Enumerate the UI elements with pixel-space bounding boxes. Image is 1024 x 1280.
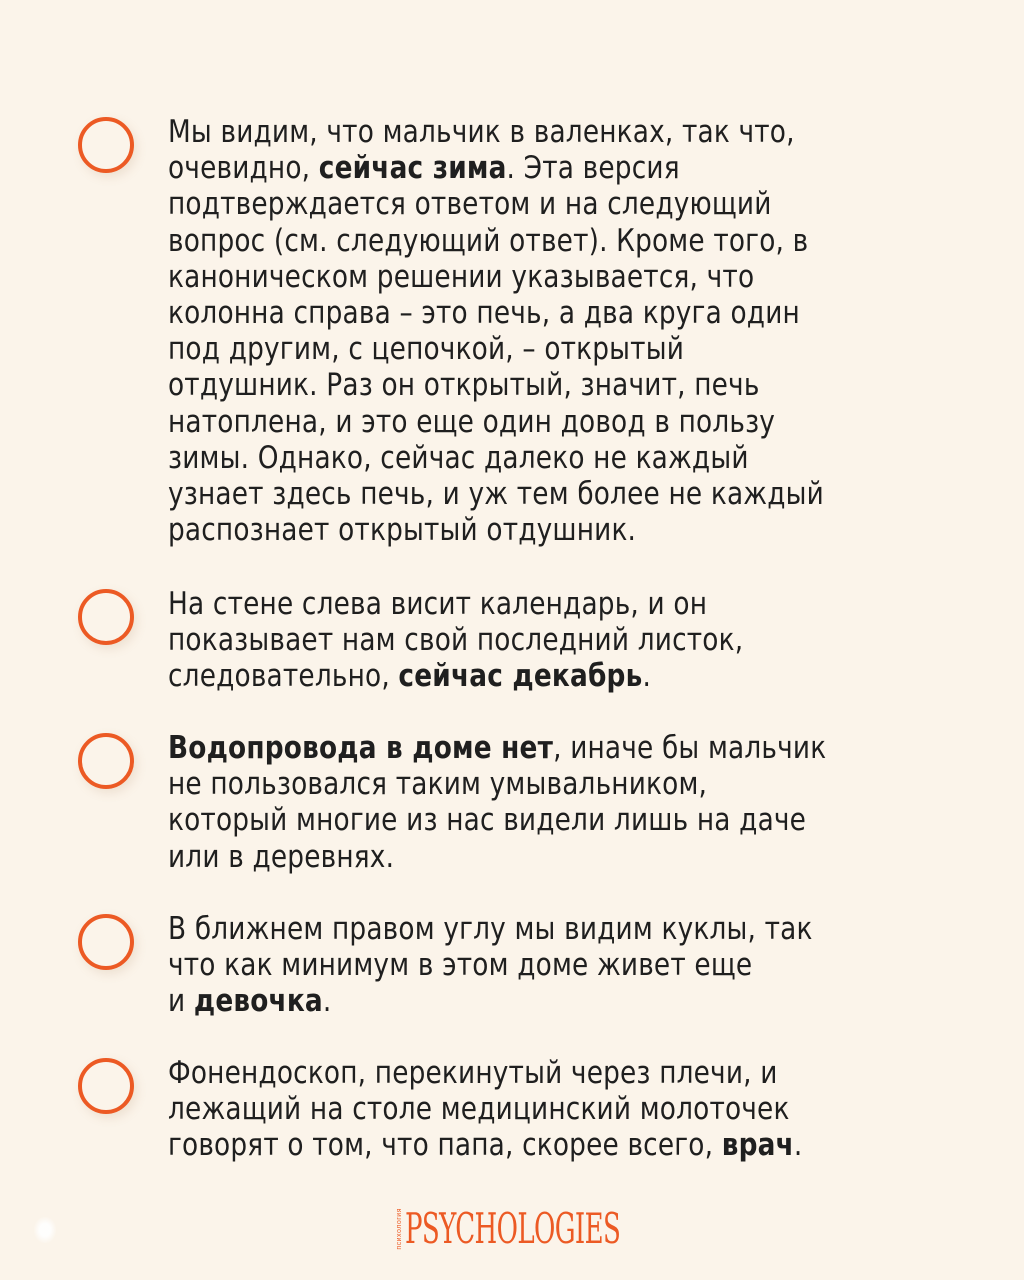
emphasis-text: врач [721,1127,794,1164]
body-text: . Эта версия подтверждается ответом и на следующий вопрос (см. следующий ответ). Кроме того, в каноническом решении указывается, что колонна справа – это печь, а два круга один под другим, с цепочкой, – открытый отдушник. Раз он открытый, значит, печь натоплена, и это еще один довод в пользу зимы. Однако, сейчас далеко не каждый узнает здесь печь, и уж тем более не каждый распознает открытый отдушник. [168,150,824,549]
circle-bullet-icon [78,1058,134,1114]
body-text: На стене слева висит календарь, и он показывает нам свой последний листок, следовательно, [168,586,744,695]
body-text: . [642,658,652,695]
body-text: В ближнем правом углу мы видим куклы, так что как минимум в этом доме живет еще и [168,911,813,1020]
circle-bullet-icon [78,914,134,970]
emphasis-text: сейчас декабрь [398,658,643,695]
body-text: Мы видим, что мальчик в валенках, так что, очевидно, [168,114,795,187]
answer-text [168,911,968,1020]
answer-text [168,1055,968,1164]
circle-bullet-icon [78,117,134,173]
answer-text [168,730,968,875]
emphasis-text: девочка [193,983,323,1020]
body-text: Фонендоскоп, перекинутый через плечи, и лежащий на столе медицинский молоточек говорят о том, что папа, скорее всего, [168,1055,790,1164]
emphasis-text: сейчас зима [318,150,507,187]
logo-wordmark: PSYCHOLOGIES [405,1204,621,1253]
circle-bullet-icon [78,589,134,645]
circle-bullet-icon [78,733,134,789]
body-text: . [793,1127,803,1164]
psychologies-logo [396,1206,752,1252]
answer-text [168,586,968,695]
emphasis-text: Водопровода в доме нет [168,730,554,766]
watermark-icon [34,1217,56,1243]
body-text: , иначе бы мальчик не пользовался таким умывальником, который многие из нас видели лишь на даче или в деревнях. [168,730,827,875]
answer-text [168,114,968,548]
body-text: . [322,983,332,1020]
logo-small-text: психология [396,1208,403,1250]
